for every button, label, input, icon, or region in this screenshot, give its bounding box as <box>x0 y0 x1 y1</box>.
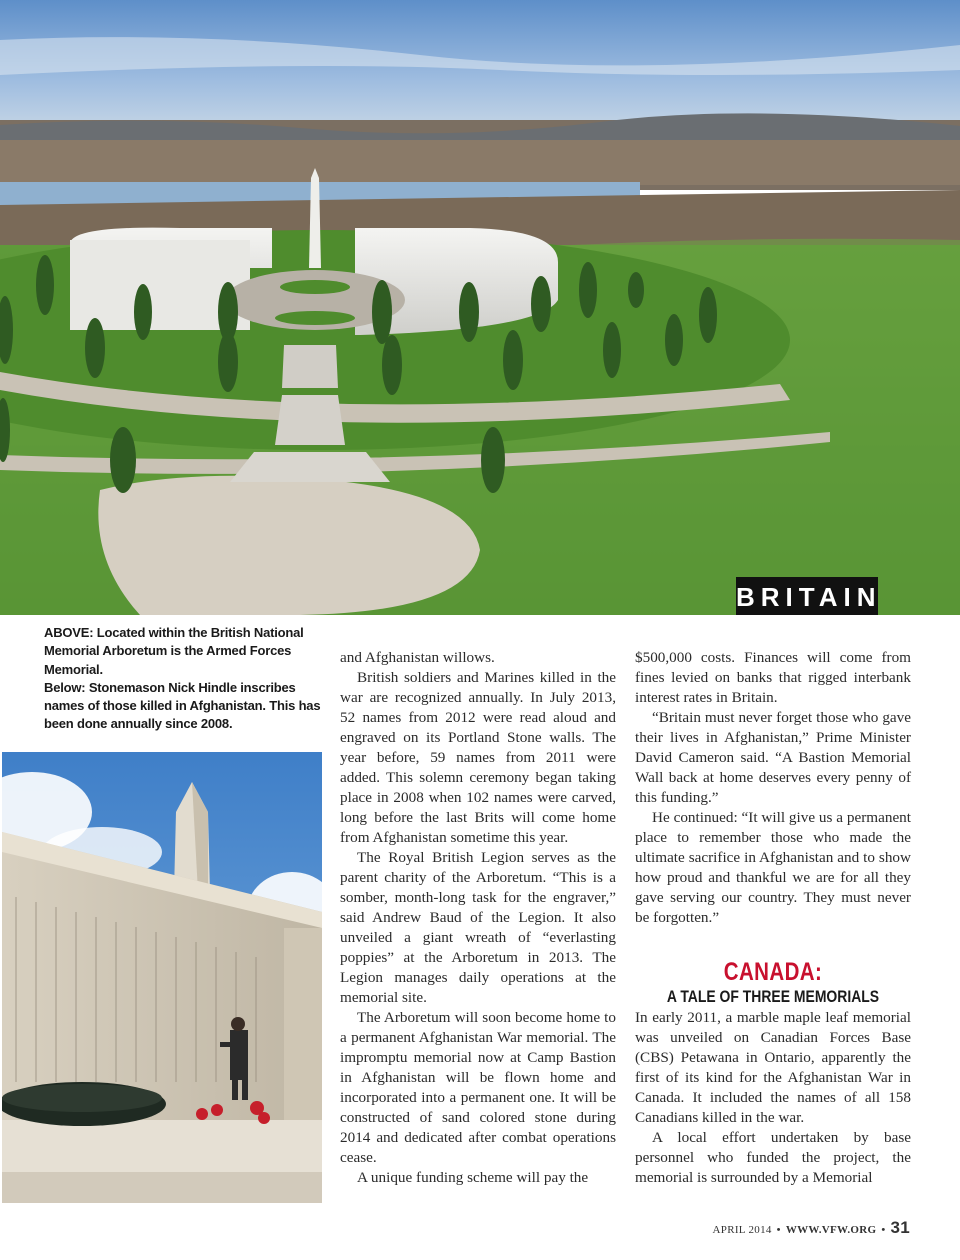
caption-above <box>44 624 324 679</box>
page-number: 31 <box>890 1218 910 1237</box>
stonemason-photo <box>2 752 322 1203</box>
caption-below-text: Stonemason Nick Hindle inscribes names of those killed in Afghanistan. This has been done annually since 2008. <box>44 679 321 732</box>
paragraph: In early 2011, a marble maple leaf memorial was unveiled on Canadian Forces Base (CBS) Petawana in Ontario, apparently the first of its kind for the Afghanistan War in Canada. It included the names of all 158 Canadians killed in the war. <box>635 1009 911 1126</box>
paragraph: A unique funding scheme will pay the <box>357 1169 589 1186</box>
caption-below-lead: Below: <box>44 679 86 695</box>
section-kicker: CANADA: <box>723 958 823 986</box>
article-column-1 <box>340 648 616 1188</box>
paragraph: and Afghanistan willows. <box>340 649 495 666</box>
aerial-memorial-illustration <box>0 0 960 615</box>
canada-section-heading <box>635 958 911 1007</box>
paragraph: “Britain must never forget those who gave their lives in Afghanistan,” Prime Minister David Cameron said. “A Bastion Memorial Wall back at home deserves every penny of this funding.” <box>635 709 911 806</box>
page-footer <box>713 1218 910 1238</box>
hero-photo-armed-forces-memorial <box>0 0 960 615</box>
footer-bullet: • <box>776 1224 781 1236</box>
article-column-3 <box>635 1008 911 1188</box>
section-subhead: A TALE OF THREE MEMORIALS <box>666 987 880 1006</box>
paragraph: British soldiers and Marines killed in the war are recognized annually. In July 2013, 52 names from 2012 were read aloud and engraved on its Portland Stone walls. The year before, 59 names from 2011 were added. This solemn ceremony began taking place in 2008 when 102 names were carved, long before the last Brits will come home from Afghanistan sometime this year. <box>340 669 616 846</box>
issue-date: APRIL 2014 <box>712 1224 772 1236</box>
footer-bullet: • <box>881 1224 886 1236</box>
paragraph: The Arboretum will soon become home to a permanent Afghanistan War memorial. The impromptu memorial now at Camp Bastion in Afghanistan will be flown home and incorporated into a permanent one. It will be constructed of sand colored stone during 2014 and dedicated after combat operations cease. <box>340 1009 616 1166</box>
paragraph: $500,000 costs. Finances will come from fines levied on banks that rigged interbank interest rates in Britain. <box>635 649 911 706</box>
paragraph: He continued: “It will give us a permanent place to remember those who made the ultimate sacrifice in Afghanistan and to show how proud and thankful we are for all they gave serving our country. They must never be forgotten.” <box>635 809 911 926</box>
article-column-2 <box>635 648 911 928</box>
paragraph: A local effort undertaken by base personnel who funded the project, the memorial is surrounded by a Memorial <box>635 1129 911 1186</box>
section-tag: BRITAIN <box>736 577 878 615</box>
paragraph: The Royal British Legion serves as the parent charity of the Arboretum. “This is a somber, month-long task for the engraver,” said Andrew Baud of the Legion. It also unveiled a giant wreath of “everlasting poppies” at the Arboretum in 2013. The Legion manages daily operations at the memorial site. <box>340 849 616 1006</box>
website-link[interactable]: WWW.VFW.ORG <box>785 1224 877 1236</box>
photo-caption <box>44 624 324 734</box>
caption-above-text: Located within the British National Memorial Arboretum is the Armed Forces Memorial. <box>44 625 304 677</box>
caption-below <box>44 679 324 734</box>
caption-above-lead: ABOVE: <box>44 625 94 640</box>
engraving-wall-illustration <box>2 752 322 1203</box>
